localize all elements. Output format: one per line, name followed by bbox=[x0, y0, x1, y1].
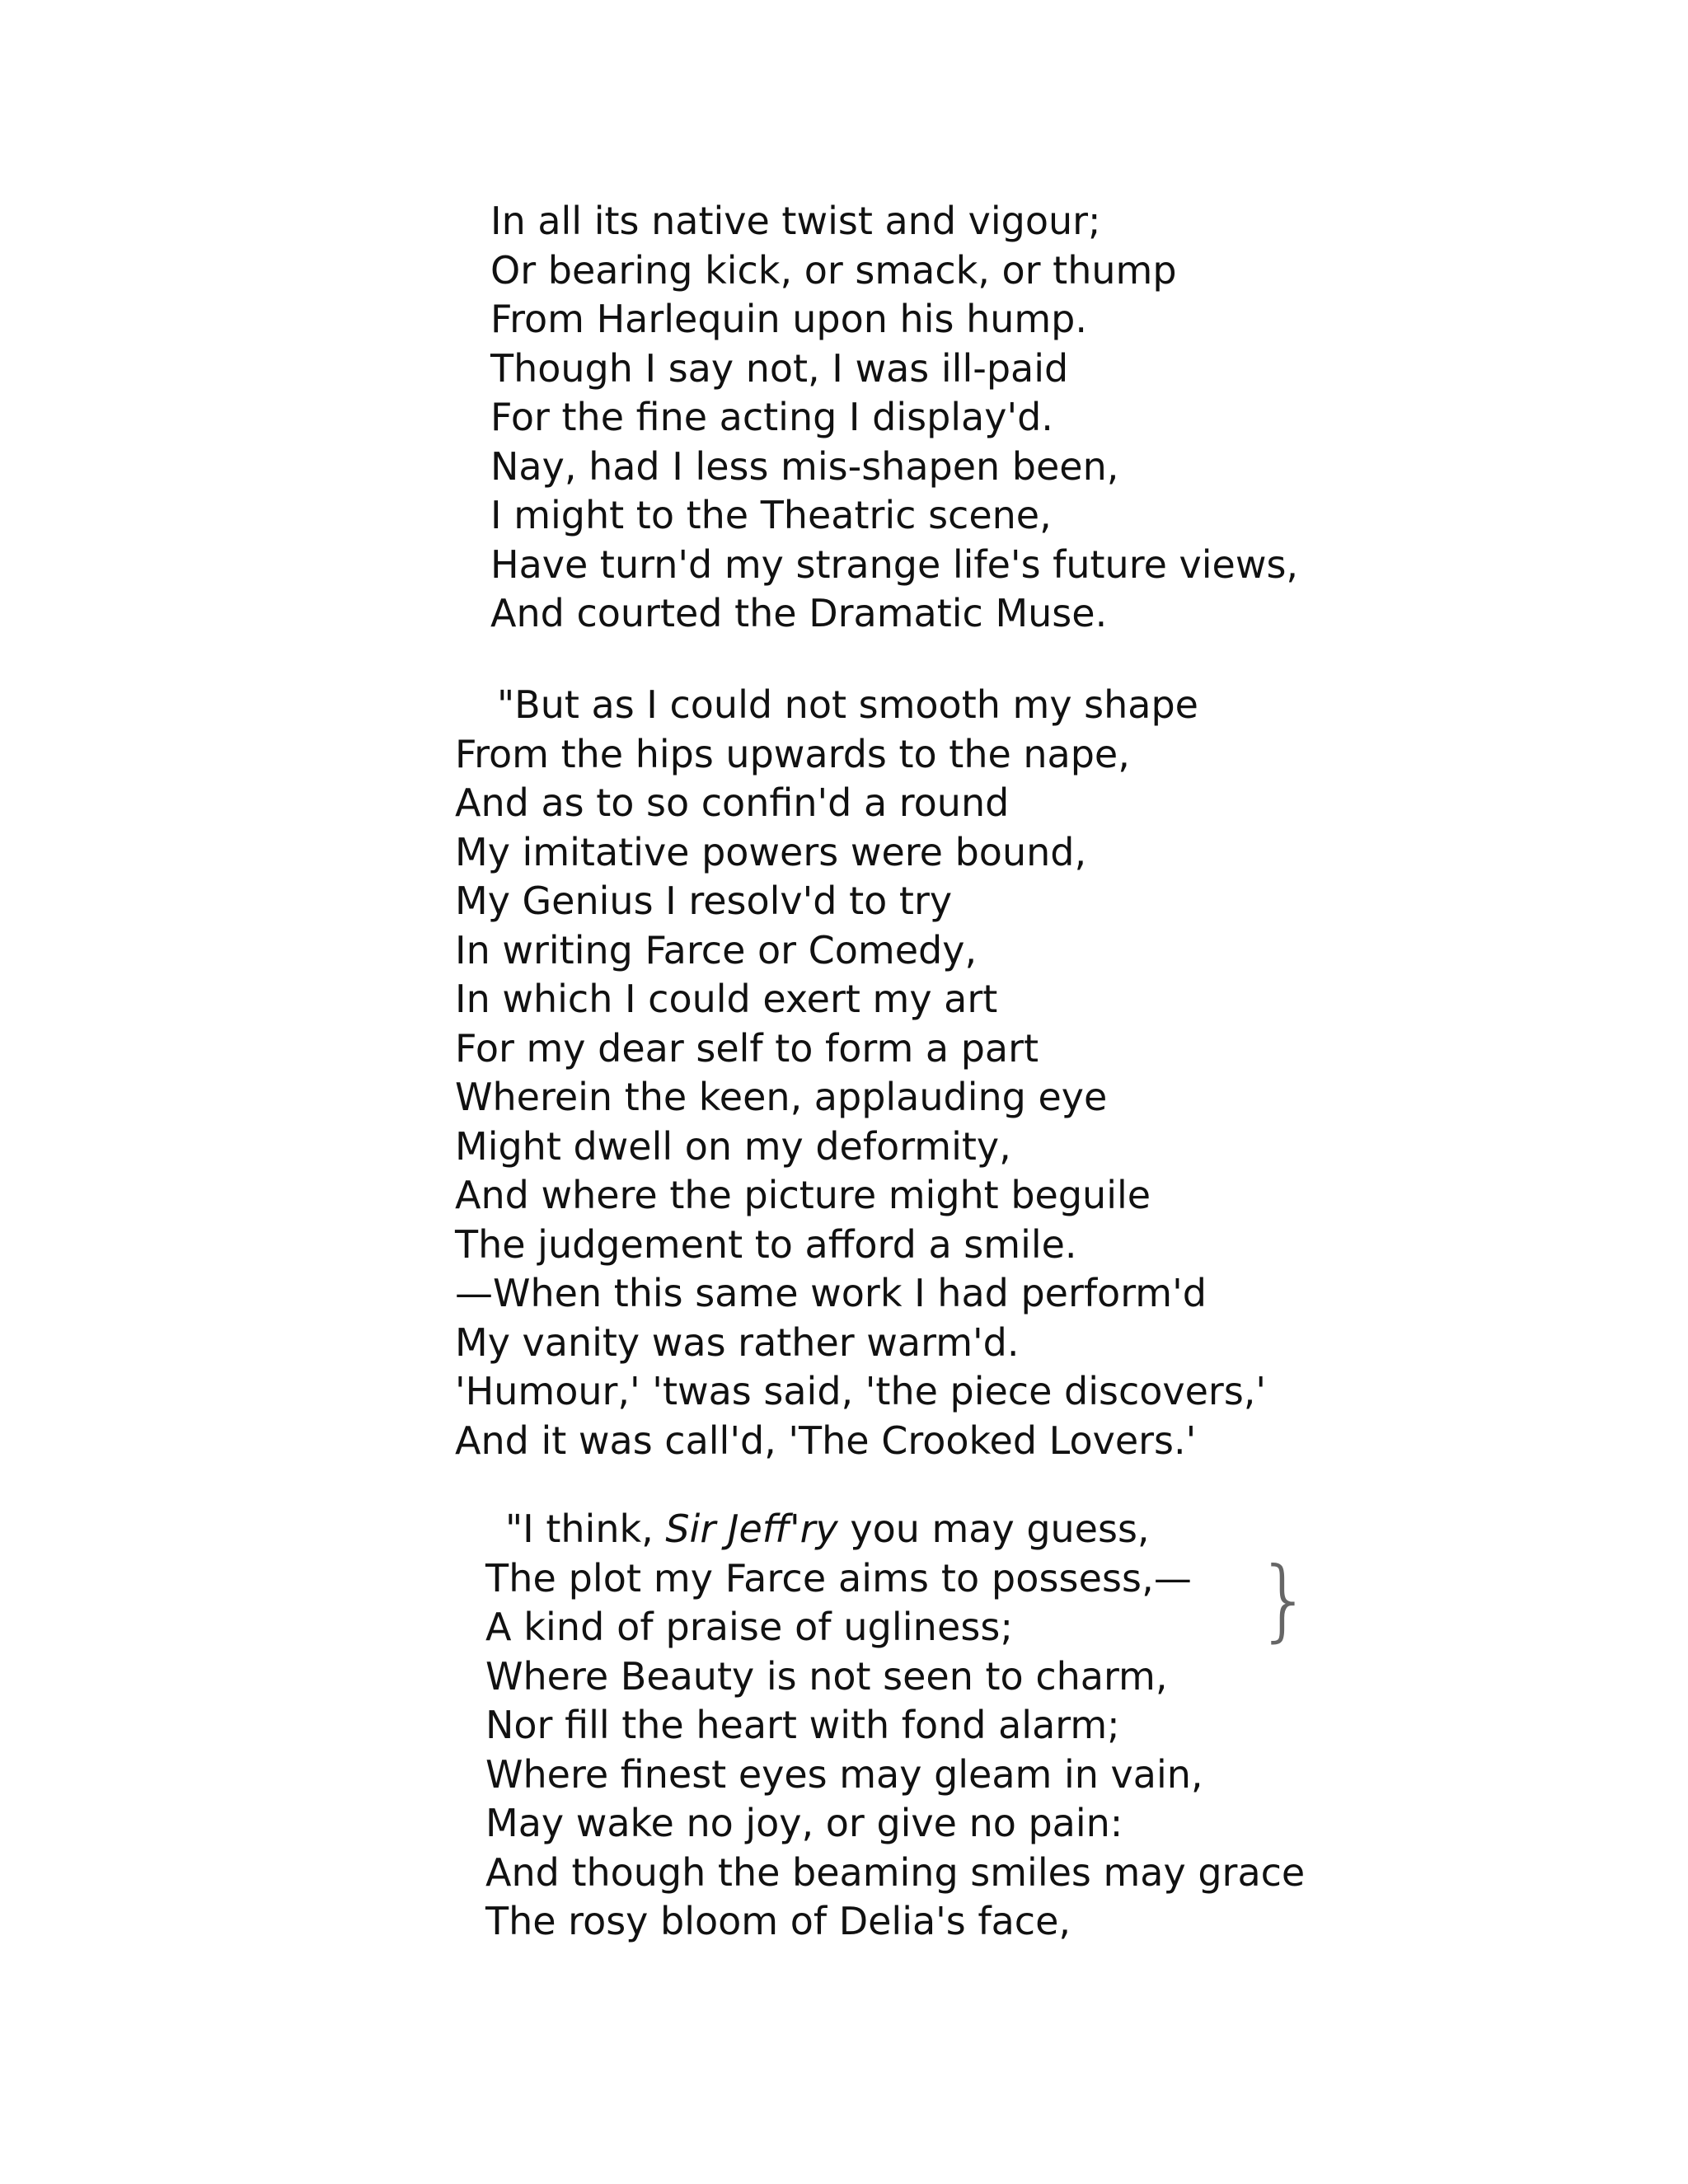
poem-line: Might dwell on my deformity, bbox=[455, 1123, 1011, 1169]
stanza-2 bbox=[455, 681, 1266, 1465]
poem-line: In which I could exert my art bbox=[455, 977, 998, 1021]
poem-line: A kind of praise of ugliness; bbox=[485, 1605, 1014, 1649]
poem-line: The judgement to afford a smile. bbox=[455, 1221, 1077, 1267]
poem-line: Where finest eyes may gleam in vain, bbox=[485, 1751, 1203, 1797]
poem-line: And though the beaming smiles may grace bbox=[485, 1849, 1306, 1895]
poem-line: And courted the Dramatic Muse. bbox=[490, 591, 1108, 635]
poem-line: Wherein the keen, applauding eye bbox=[455, 1075, 1108, 1119]
poem-line: And it was call'd, 'The Crooked Lovers.' bbox=[455, 1418, 1197, 1463]
poem-line: "But as I could not smooth my shape bbox=[497, 682, 1198, 727]
poem-line: In writing Farce or Comedy, bbox=[455, 927, 978, 972]
line-suffix: you may guess, bbox=[837, 1507, 1150, 1551]
poem-line: My vanity was rather warm'd. bbox=[455, 1319, 1020, 1365]
stanza-3 bbox=[485, 1505, 1305, 1947]
poem-line: The rosy bloom of Delia's face, bbox=[485, 1899, 1071, 1943]
poem-line: From the hips upwards to the nape, bbox=[455, 731, 1130, 776]
poem-line: For the fine acting I display'd. bbox=[490, 395, 1053, 439]
stanza-1 bbox=[490, 197, 1298, 639]
triplet-brace: } bbox=[1256, 1549, 1313, 1652]
line-prefix: "I think, bbox=[505, 1507, 666, 1551]
poem-line: —When this same work I had perform'd bbox=[455, 1271, 1207, 1315]
poem-line: And as to so confin'd a round bbox=[455, 780, 1010, 825]
poem-line: For my dear self to form a part bbox=[455, 1025, 1039, 1071]
poem-line: May wake no joy, or give no pain: bbox=[485, 1801, 1123, 1845]
poem-line: Or bearing kick, or smack, or thump bbox=[490, 247, 1177, 293]
poem-line: 'Humour,' 'twas said, 'the piece discovers,' bbox=[455, 1369, 1267, 1413]
poem-line: Have turn'd my strange life's future views, bbox=[490, 541, 1299, 587]
poem-line: Where Beauty is not seen to charm, bbox=[485, 1653, 1168, 1699]
poem-line: Nor fill the heart with fond alarm; bbox=[485, 1703, 1120, 1747]
italic-name: Sir Jeff'ry bbox=[665, 1507, 838, 1551]
poem-line: Though I say not, I was ill-paid bbox=[490, 345, 1069, 391]
poem-line: My Genius I resolv'd to try bbox=[455, 879, 953, 923]
poem-line: And where the picture might beguile bbox=[455, 1173, 1151, 1217]
poem-line: In all its native twist and vigour; bbox=[490, 199, 1101, 243]
poem-line bbox=[485, 1505, 1305, 1554]
poem-line: My imitative powers were bound, bbox=[455, 829, 1087, 874]
poem-line: From Harlequin upon his hump. bbox=[490, 297, 1088, 341]
poem-line: The plot my Farce aims to possess,— bbox=[485, 1555, 1192, 1601]
poem-line: I might to the Theatric scene, bbox=[490, 493, 1052, 537]
poem-line: Nay, had I less mis-shapen been, bbox=[490, 443, 1119, 489]
